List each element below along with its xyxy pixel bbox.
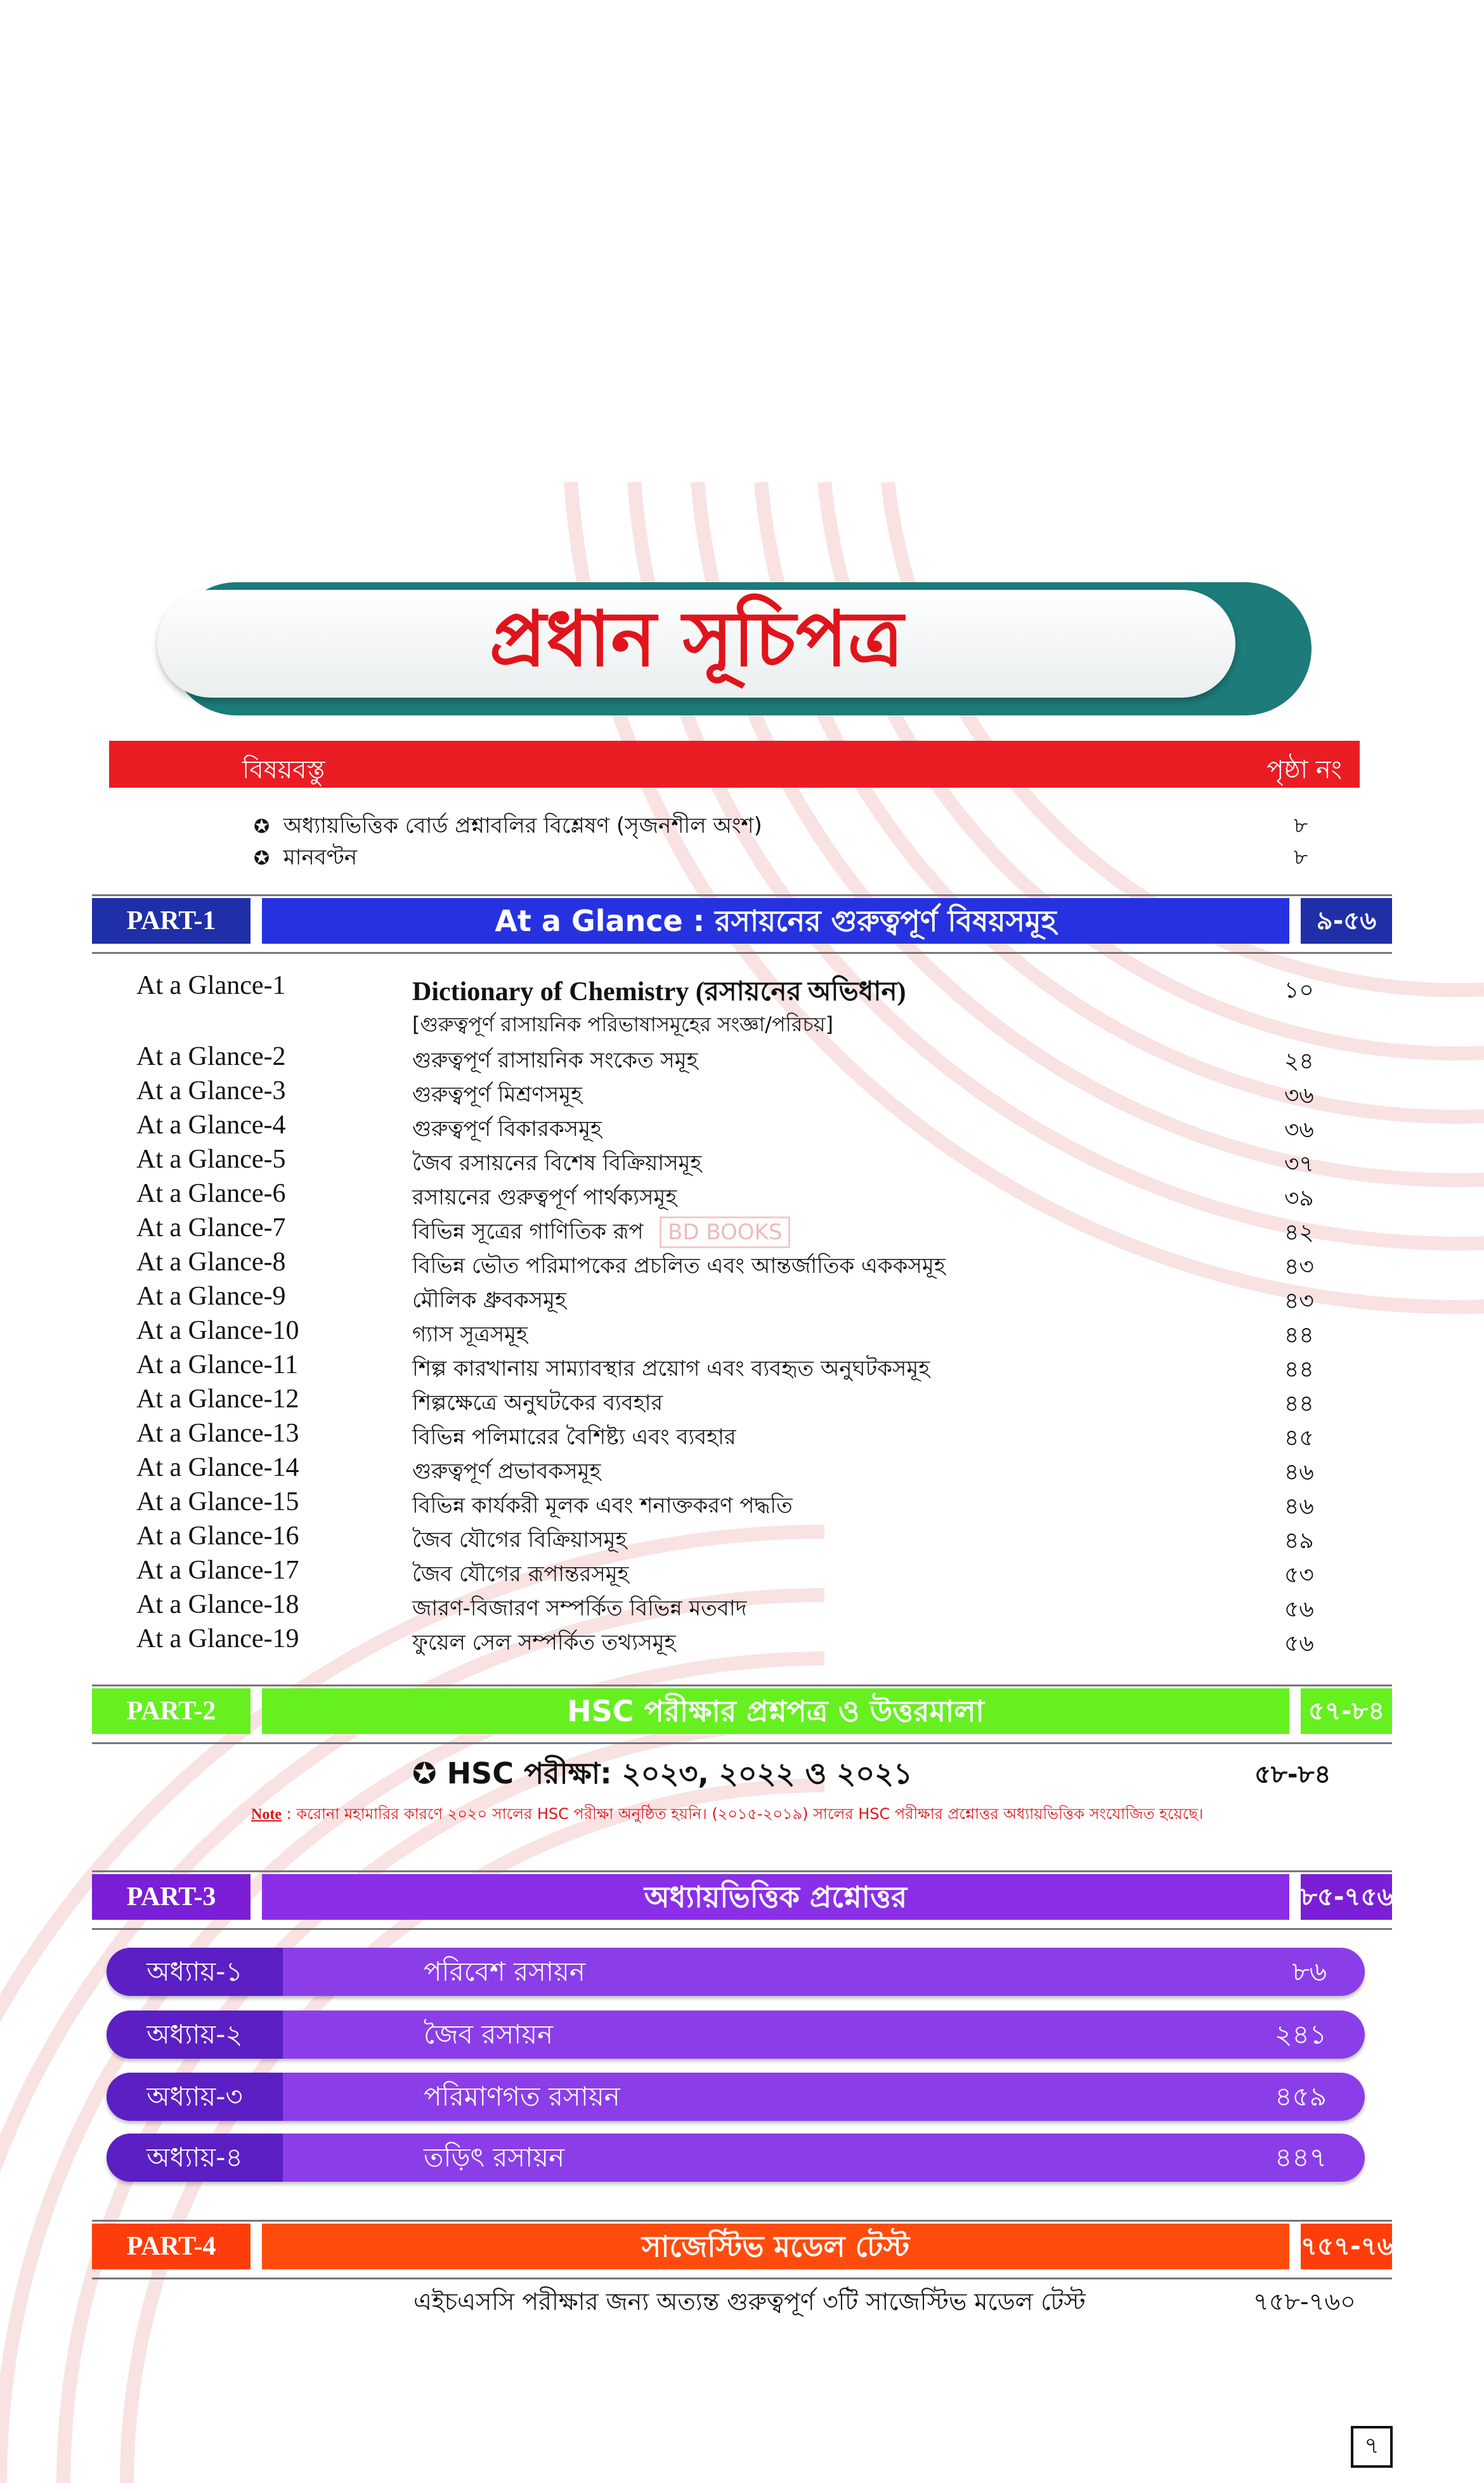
title-banner [157,590,1235,698]
part1-title: At a Glance : রসায়নের গুরুত্বপূর্ণ বিষয়সমূহ [262,898,1289,944]
part4-label: PART-4 [92,2224,251,2269]
divider [92,2278,1392,2279]
intro-item: ✪ অধ্যায়ভিত্তিক বোর্ড প্রশ্নাবলির বিশ্লেষণ (সৃজনশীল অংশ) [254,813,762,838]
glance-row: At a Glance-15 বিভিন্ন কার্যকরী মূলক এবং শনাক্তকরণ পদ্ধতি ৪৬ [136,1487,1314,1520]
glance-row: At a Glance-10 গ্যাস সূত্রসমূহ ৪৪ [136,1316,1314,1348]
divider [92,952,1392,954]
glance-row: At a Glance-18 জারণ-বিজারণ সম্পর্কিত বিভিন্ন মতবাদ ৫৬ [136,1590,1314,1622]
glance-row: At a Glance-14 গুরুত্বপূর্ণ প্রভাবকসমূহ ৪৬ [136,1453,1314,1485]
chapter-pill[interactable]: অধ্যায়-১ পরিবেশ রসায়ন ৮৬ [107,1948,1365,1996]
part2-label: PART-2 [92,1688,251,1734]
header-page-no: পৃষ্ঠা নং [1266,755,1342,785]
glance-row: At a Glance-8 বিভিন্ন ভৌত পরিমাপকের প্রচলিত এবং আন্তর্জাতিক এককসমূহ ৪৩ [136,1248,1314,1280]
part4-title: সাজেস্টিভ মডেল টেস্ট [262,2224,1289,2269]
divider [92,2220,1392,2222]
glance-row: At a Glance-9 মৌলিক ধ্রুবকসমূহ ৪৩ [136,1282,1314,1314]
part3-pages: ৮৫-৭৫৬ [1301,1874,1392,1920]
divider [92,1870,1392,1872]
page-title: প্রধান সূচিপত্র [489,595,904,684]
glance-row: At a Glance-11 শিল্প কারখানায় সাম্যাবস্থার প্রয়োগ এবং ব্যবহৃত অনুঘটকসমূহ ৪৪ [136,1350,1314,1383]
model-test-item: এইচএসসি পরীক্ষার জন্য অত্যন্ত গুরুত্বপূর্ণ ৩টি সাজেস্টিভ মডেল টেস্ট [413,2288,1086,2316]
divider [92,1742,1392,1744]
part2-bar [92,1682,1392,1740]
glance-row-sub: [গুরুত্বপূর্ণ রাসায়নিক পরিভাষাসমূহের সংজ্ঞা/পরিচয়] [412,1012,833,1036]
glance-row: At a Glance-2 গুরুত্বপূর্ণ রাসায়নিক সংকেত সমূহ ২৪ [136,1042,1314,1074]
part1-label: PART-1 [92,898,251,944]
hsc-exam-item: ✪ HSC পরীক্ষা: ২০২৩, ২০২২ ও ২০২১ [412,1756,913,1790]
glance-row: At a Glance-1 Dictionary of Chemistry (রসায়নের অভিধান) ১০ [136,971,1314,1007]
part3-title: অধ্যায়ভিত্তিক প্রশ্নোত্তর [262,1874,1289,1920]
glance-row: At a Glance-7 বিভিন্ন সূত্রের গাণিতিক রূপ ৪২ [136,1213,1314,1246]
glance-row: At a Glance-16 জৈব যৌগের বিক্রিয়াসমূহ ৪৯ [136,1522,1314,1554]
glance-row: At a Glance-5 জৈব রসায়নের বিশেষ বিক্রিয়াসমূহ ৩৭ [136,1145,1314,1177]
glance-row: At a Glance-4 গুরুত্বপূর্ণ বিকারকসমূহ ৩৬ [136,1111,1314,1143]
divider [92,1928,1392,1930]
note-line: Note : করোনা মহামারির কারণে ২০২০ সালের HSC পরীক্ষা অনুষ্ঠিত হয়নি। (২০১৫-২০১৯) সালের HSC পরীক্ষার প্রশ্নোত্তর অধ্যায়ভিত্তিক সংযোজিত হয়েছে। [251,1805,1204,1823]
watermark: BD BOOKS [660,1216,790,1248]
model-test-pages: ৭৫৮-৭৬০ [1253,2288,1356,2316]
glance-row: At a Glance-6 রসায়নের গুরুত্বপূর্ণ পার্থক্যসমূহ ৩৯ [136,1179,1314,1211]
intro-item-page: ৮ [1294,813,1308,838]
part3-bar [92,1868,1392,1926]
star-bullet-icon: ✪ [254,816,270,838]
glance-row: At a Glance-17 জৈব যৌগের রূপান্তরসমূহ ৫৩ [136,1556,1314,1588]
part1-bar [92,892,1392,950]
hsc-exam-pages: ৫৮-৮৪ [1254,1760,1331,1789]
star-bullet-icon: ✪ [412,1756,437,1790]
intro-item: ✪ মানবণ্টন [254,845,358,870]
page-number: ৭ [1351,2426,1393,2468]
chapter-pill[interactable]: অধ্যায়-৪ তড়িৎ রসায়ন ৪৪৭ [107,2134,1365,2182]
chapter-pill[interactable]: অধ্যায়-৩ পরিমাণগত রসায়ন ৪৫৯ [107,2073,1365,2121]
glance-row: At a Glance-13 বিভিন্ন পলিমারের বৈশিষ্ট্য এবং ব্যবহার ৪৫ [136,1419,1314,1451]
toc-header-bar [109,741,1360,788]
glance-row: At a Glance-3 গুরুত্বপূর্ণ মিশ্রণসমূহ ৩৬ [136,1076,1314,1109]
divider [92,1685,1392,1686]
header-subject: বিষয়বস্তু [242,755,325,785]
star-bullet-icon: ✪ [254,847,270,870]
part4-pages: ৭৫৭-৭৬০ [1301,2224,1392,2269]
part2-pages: ৫৭-৮৪ [1301,1688,1392,1734]
intro-item-page: ৮ [1294,845,1308,870]
glance-row: At a Glance-12 শিল্পক্ষেত্রে অনুঘটকের ব্যবহার ৪৪ [136,1385,1314,1417]
part2-title: HSC পরীক্ষার প্রশ্নপত্র ও উত্তরমালা [262,1688,1289,1734]
divider [92,894,1392,896]
glance-row: At a Glance-19 ফুয়েল সেল সম্পর্কিত তথ্যসমূহ ৫৬ [136,1624,1314,1657]
part4-bar [92,2217,1410,2276]
part3-label: PART-3 [92,1874,251,1920]
chapter-pill[interactable]: অধ্যায়-২ জৈব রসায়ন ২৪১ [107,2011,1365,2059]
part1-pages: ৯-৫৬ [1301,898,1392,944]
